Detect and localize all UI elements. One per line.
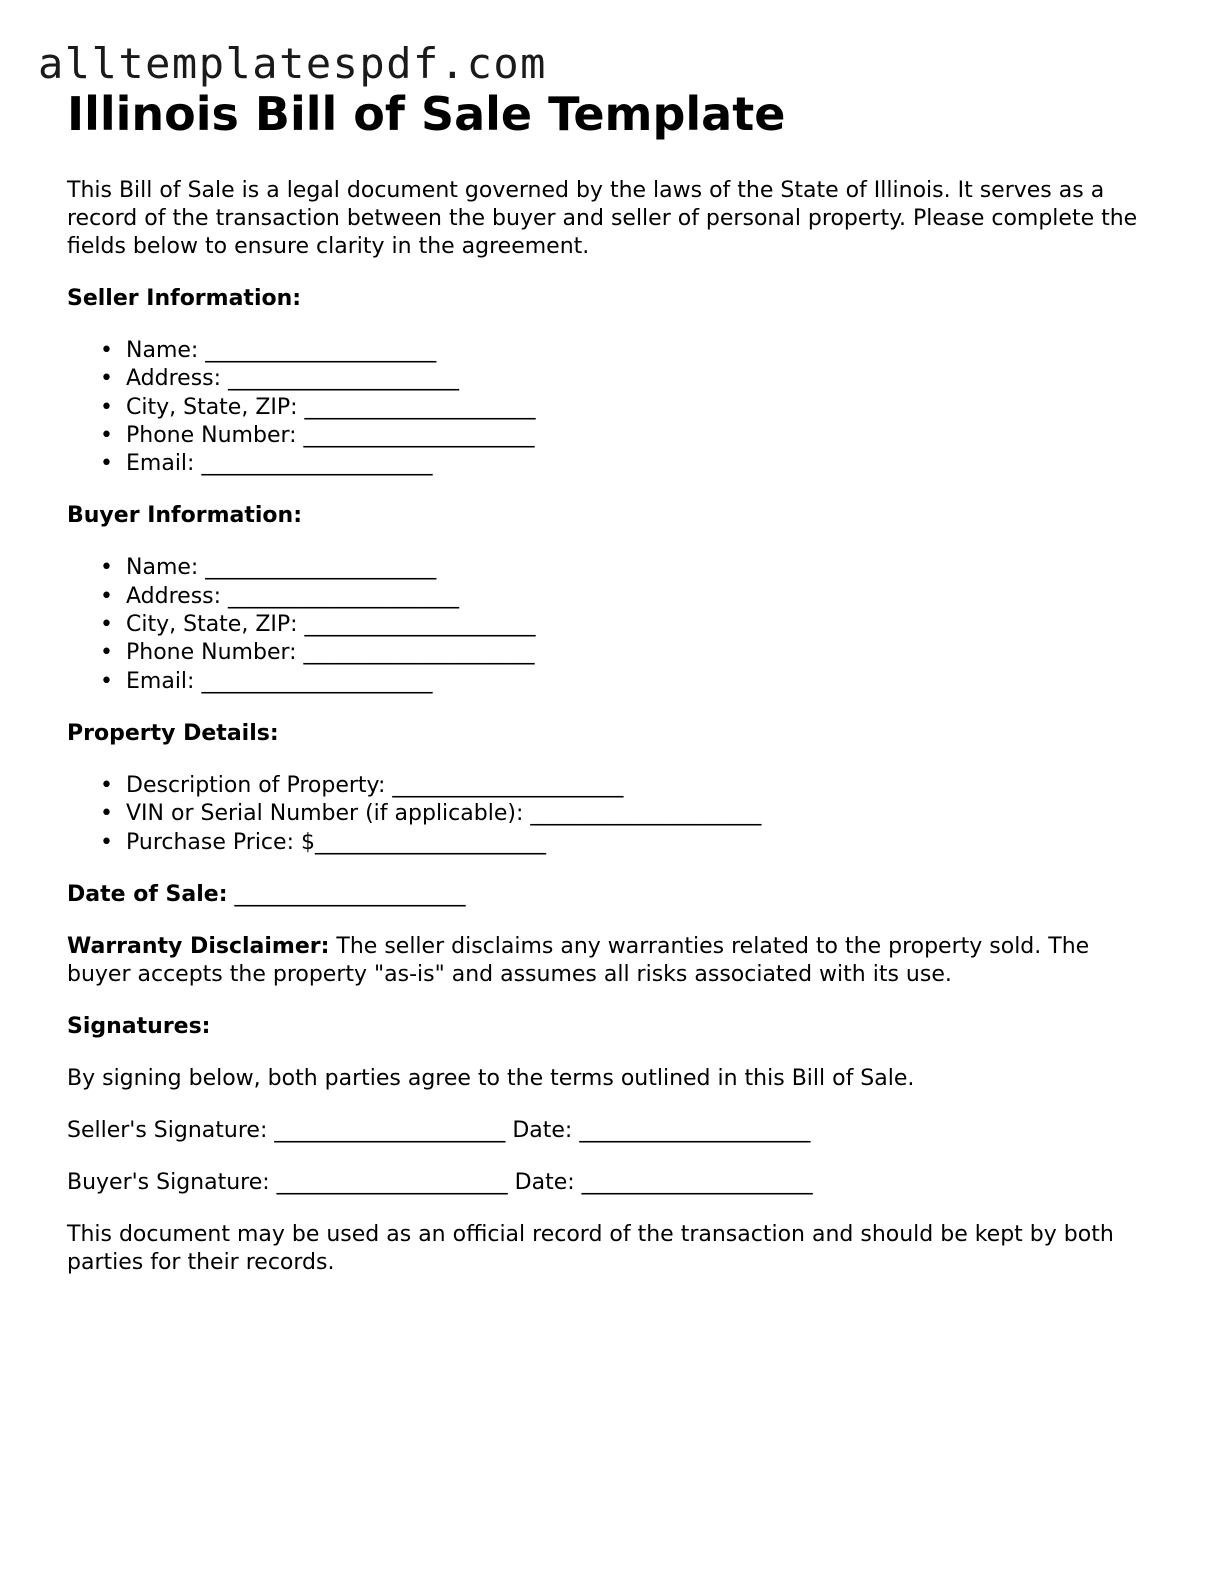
field-label: Email: _____________________ [126,668,433,694]
seller-city-state-zip-field[interactable] [67,394,1157,422]
document-page [67,86,1157,1277]
closing-paragraph: This document may be used as an official record of the transaction and should be kept by both parties for their records. [67,1221,1114,1275]
bullet-icon: • [100,394,113,420]
bullet-icon: • [100,668,113,694]
buyer-phone-field[interactable] [67,639,1157,667]
bullet-icon: • [100,583,113,609]
bullet-icon: • [100,612,113,638]
field-label: Name: _____________________ [126,338,437,363]
buyer-city-state-zip-field[interactable] [67,611,1157,639]
page-title: Illinois Bill of Sale Template [67,87,786,141]
buyer-heading: Buyer Information: [67,503,302,529]
bullet-icon: • [100,451,113,477]
bullet-icon: • [100,640,113,666]
signatures-statement: By signing below, both parties agree to the terms outlined in this Bill of Sale. [67,1065,915,1091]
field-label: City, State, ZIP: _____________________ [126,612,536,638]
watermark: alltemplatespdf.com [38,39,547,88]
property-vin-field[interactable] [67,800,1157,828]
field-label: City, State, ZIP: _____________________ [126,394,536,420]
seller-fields-list [67,337,1157,478]
field-label: Phone Number: _____________________ [126,640,535,666]
buyer-email-field[interactable] [67,668,1157,696]
field-label: Address: _____________________ [126,583,460,609]
field-label: Purchase Price: $_____________________ [126,829,546,855]
bullet-icon: • [100,555,113,581]
bullet-icon: • [100,338,113,363]
buyer-address-field[interactable] [67,583,1157,611]
date-of-sale-blank: _____________________ [227,881,466,907]
seller-address-field[interactable] [67,365,1157,393]
date-of-sale-label: Date of Sale: [67,881,228,907]
date-of-sale-field[interactable] [67,881,1157,909]
signatures-heading: Signatures: [67,1013,211,1039]
seller-email-field[interactable] [67,450,1157,478]
purchase-price-field[interactable] [67,829,1157,857]
field-label: Address: _____________________ [126,366,460,392]
seller-signature-line[interactable]: Seller's Signature: _____________________ Date: _____________________ [67,1117,811,1143]
intro-paragraph: This Bill of Sale is a legal document governed by the laws of the State of Illinois. It serves as a record of the transaction between the buyer and seller of personal property. Please complete the fields below to ensure clarity in the agreement. [67,178,1138,259]
seller-phone-field[interactable] [67,422,1157,450]
field-label: Description of Property: _____________________ [126,772,624,798]
buyer-signature-line[interactable]: Buyer's Signature: _____________________ Date: _____________________ [67,1169,813,1195]
field-label: Phone Number: _____________________ [126,422,535,448]
field-label: VIN or Serial Number (if applicable): _____________________ [126,801,762,827]
buyer-name-field[interactable] [67,554,1157,582]
seller-heading: Seller Information: [67,286,302,311]
bullet-icon: • [100,829,113,855]
property-fields-list [67,772,1157,857]
warranty-text: The seller disclaims any warranties related to the property sold. The buyer accepts the property "as-is" and assumes all risks associated with its use. [67,933,1090,987]
property-heading: Property Details: [67,720,279,746]
property-description-field[interactable] [67,772,1157,800]
field-label: Name: _____________________ [126,555,437,581]
warranty-label: Warranty Disclaimer: [67,933,330,959]
seller-name-field[interactable] [67,337,1157,365]
bullet-icon: • [100,366,113,392]
warranty-disclaimer [67,933,1157,989]
bullet-icon: • [100,801,113,827]
bullet-icon: • [100,422,113,448]
field-label: Email: _____________________ [126,451,433,477]
buyer-fields-list [67,554,1157,695]
bullet-icon: • [100,772,113,798]
